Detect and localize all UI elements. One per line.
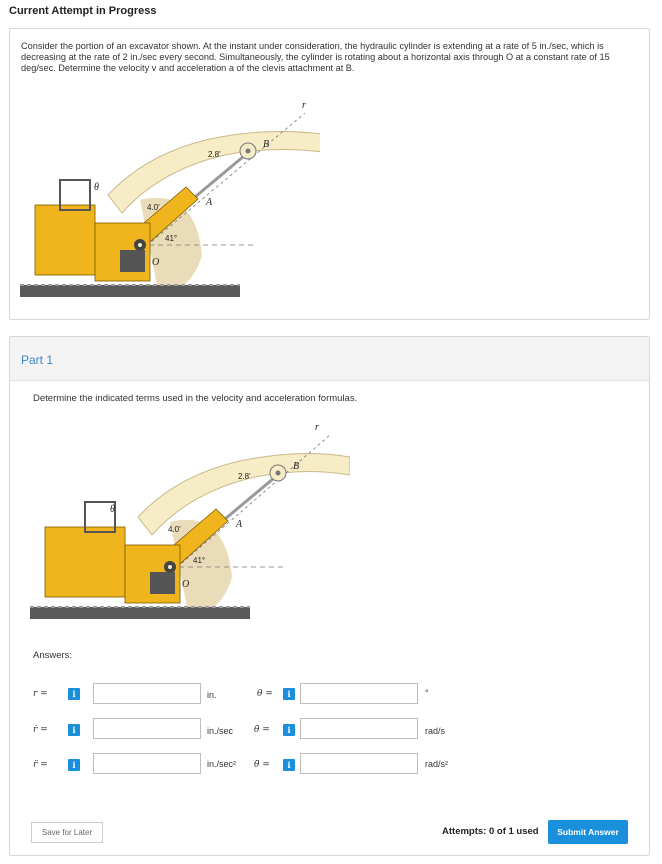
r-dot-label: ṙ = xyxy=(33,725,48,735)
attempt-status: Current Attempt in Progress xyxy=(9,5,157,17)
theta-ddot-label: θ̈ = xyxy=(254,760,270,770)
svg-text:O: O xyxy=(152,257,160,268)
r-label: r = xyxy=(33,689,48,699)
r-unit: in. xyxy=(207,690,217,700)
problem-panel xyxy=(9,28,650,320)
part-title: Part 1 xyxy=(21,353,54,367)
track xyxy=(30,607,250,619)
attempts-counter: Attempts: 0 of 1 used xyxy=(442,826,539,837)
theta-input[interactable] xyxy=(300,683,418,704)
svg-text:θ: θ xyxy=(110,504,115,515)
theta-dot-input[interactable] xyxy=(300,718,418,739)
theta-ddot-info-icon[interactable]: i xyxy=(283,759,295,771)
svg-text:B: B xyxy=(293,461,300,472)
answers-label: Answers: xyxy=(33,650,73,661)
excavator-figure xyxy=(20,95,320,310)
r-input[interactable] xyxy=(93,683,201,704)
submit-answer-button[interactable]: Submit Answer xyxy=(548,820,628,844)
svg-text:A: A xyxy=(206,197,213,208)
svg-text:4.0': 4.0' xyxy=(147,203,160,212)
theta-unit: ° xyxy=(425,688,429,698)
svg-text:41°: 41° xyxy=(193,556,206,565)
r-info-icon[interactable]: i xyxy=(68,688,80,700)
r-line xyxy=(168,435,330,575)
svg-text:4.0': 4.0' xyxy=(168,525,181,534)
part-header xyxy=(10,337,649,381)
theta-info-icon[interactable]: i xyxy=(283,688,295,700)
r-dot-input[interactable] xyxy=(93,718,201,739)
r-ddot-unit: in./sec² xyxy=(207,759,237,769)
theta-ddot-input[interactable] xyxy=(300,753,418,774)
svg-text:B: B xyxy=(263,139,270,150)
theta-label: θ = xyxy=(257,689,273,699)
r-dot-info-icon[interactable]: i xyxy=(68,724,80,736)
track xyxy=(20,285,240,297)
svg-text:A: A xyxy=(236,519,243,530)
svg-text:41°: 41° xyxy=(165,234,178,243)
excavator-figure-part xyxy=(30,417,350,632)
svg-text:r: r xyxy=(315,422,319,433)
boom xyxy=(108,131,320,213)
r-dot-unit: in./sec xyxy=(207,726,234,736)
svg-text:O: O xyxy=(182,579,190,590)
svg-text:r: r xyxy=(302,100,306,111)
svg-text:θ: θ xyxy=(94,182,99,193)
theta-dot-info-icon[interactable]: i xyxy=(283,724,295,736)
boom xyxy=(138,453,350,535)
r-ddot-label: r̈ = xyxy=(33,760,48,770)
svg-text:2.8': 2.8' xyxy=(238,472,251,481)
part-panel xyxy=(9,336,650,856)
theta-dot-unit: rad/s xyxy=(425,726,446,736)
part-prompt: Determine the indicated terms used in the velocity and acceleration formulas. xyxy=(33,393,358,404)
theta-ddot-unit: rad/s² xyxy=(425,759,449,769)
save-for-later-button[interactable]: Save for Later xyxy=(31,822,103,843)
problem-statement: Consider the portion of an excavator shown. At the instant under consideration, the hydraulic cylinder is extending at a rate of 5 in./sec, which is decreasing at the rate of 2 in./sec every second. Simultaneously, the cylinder is rotating about a horizontal axis through O at a constant rate of 15 deg/sec. Determine the velocity v and acceleration a of the clevis attachment at B. xyxy=(21,41,610,73)
r-ddot-input[interactable] xyxy=(93,753,201,774)
r-ddot-info-icon[interactable]: i xyxy=(68,759,80,771)
theta-dot-label: θ̇ = xyxy=(254,725,270,735)
svg-text:2.8': 2.8' xyxy=(208,150,221,159)
